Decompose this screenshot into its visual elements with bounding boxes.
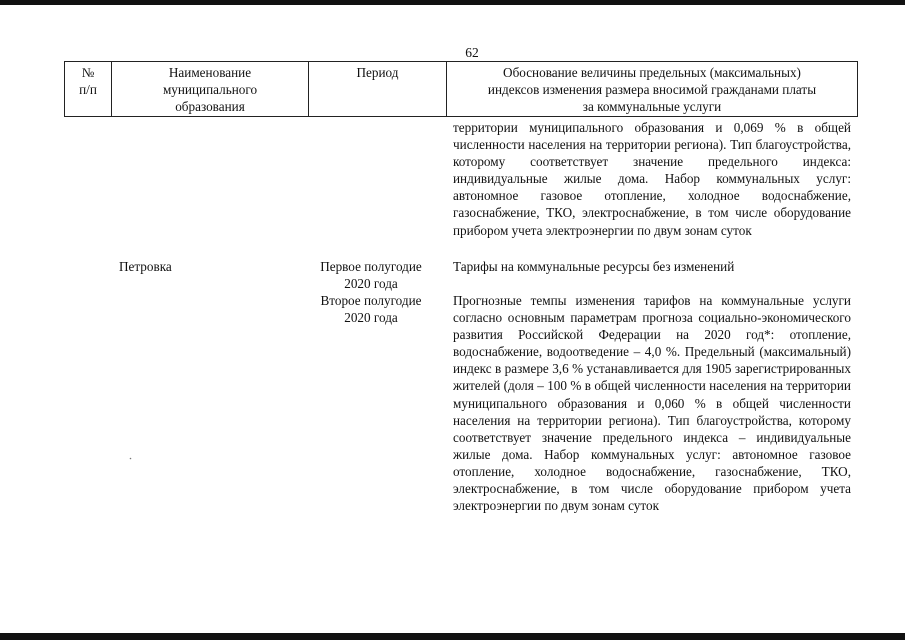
header-period: Период <box>308 61 446 117</box>
scan-speck <box>129 457 132 460</box>
header-municipality: Наименование муниципального образования <box>111 61 308 117</box>
page-number: 62 <box>465 45 479 60</box>
continuation-text: территории муниципального образования и 0,069 % в общей численности населения на территории региона). Тип благоустройства, которому соответствует значение предельного индекса: индивидуальные жилые дома. Набор коммунальных услуг: автономное газовое отопление, холодное водоснабжение, газоснабжение, ТКО, электроснабжение, в том числе оборудование прибором учета электроэнергии по двум зонам суток <box>453 120 851 238</box>
justification-second-text: Прогнозные темпы изменения тарифов на коммунальные услуги согласно основным параметрам прогноза социально-экономического развития Российской Федерации на 2020 год*: отопление, водоснабжение, водоотведение – 4,0 %. Предельный (максимальный) индекс в размере 3,6 % устанавливается для 1905 зарегистрированных жителей (доля – 100 % в общей численности населения на территории муниципального образования и 0,060 % в общей численности населения на территории региона). Тип благоустройства, которому соответствует значение предельного индекса – индивидуальные жилые дома. Набор коммунальных услуг: автономное газовое отопление, холодное водоснабжение, газоснабжение, ТКО, электроснабжение, в том числе оборудование прибором учета электроэнергии по двум зонам суток <box>453 293 851 514</box>
justification-first-half <box>453 258 851 275</box>
bottom-border <box>0 633 905 640</box>
justification-continuation <box>453 119 851 239</box>
period-first-half: Первое полугодие 2020 года <box>320 259 422 292</box>
justification-second-half <box>453 292 851 514</box>
justification-first-text: Тарифы на коммунальные ресурсы без изменений <box>453 259 735 274</box>
top-border <box>0 0 905 5</box>
municipality-name: Петровка <box>119 259 172 274</box>
header-number: № п/п <box>64 61 111 117</box>
header-justification: Обоснование величины предельных (максимальных) индексов изменения размера вносимой гражданами платы за коммунальные услуги <box>446 61 858 117</box>
period-second-half: Второе полугодие 2020 года <box>320 293 422 326</box>
